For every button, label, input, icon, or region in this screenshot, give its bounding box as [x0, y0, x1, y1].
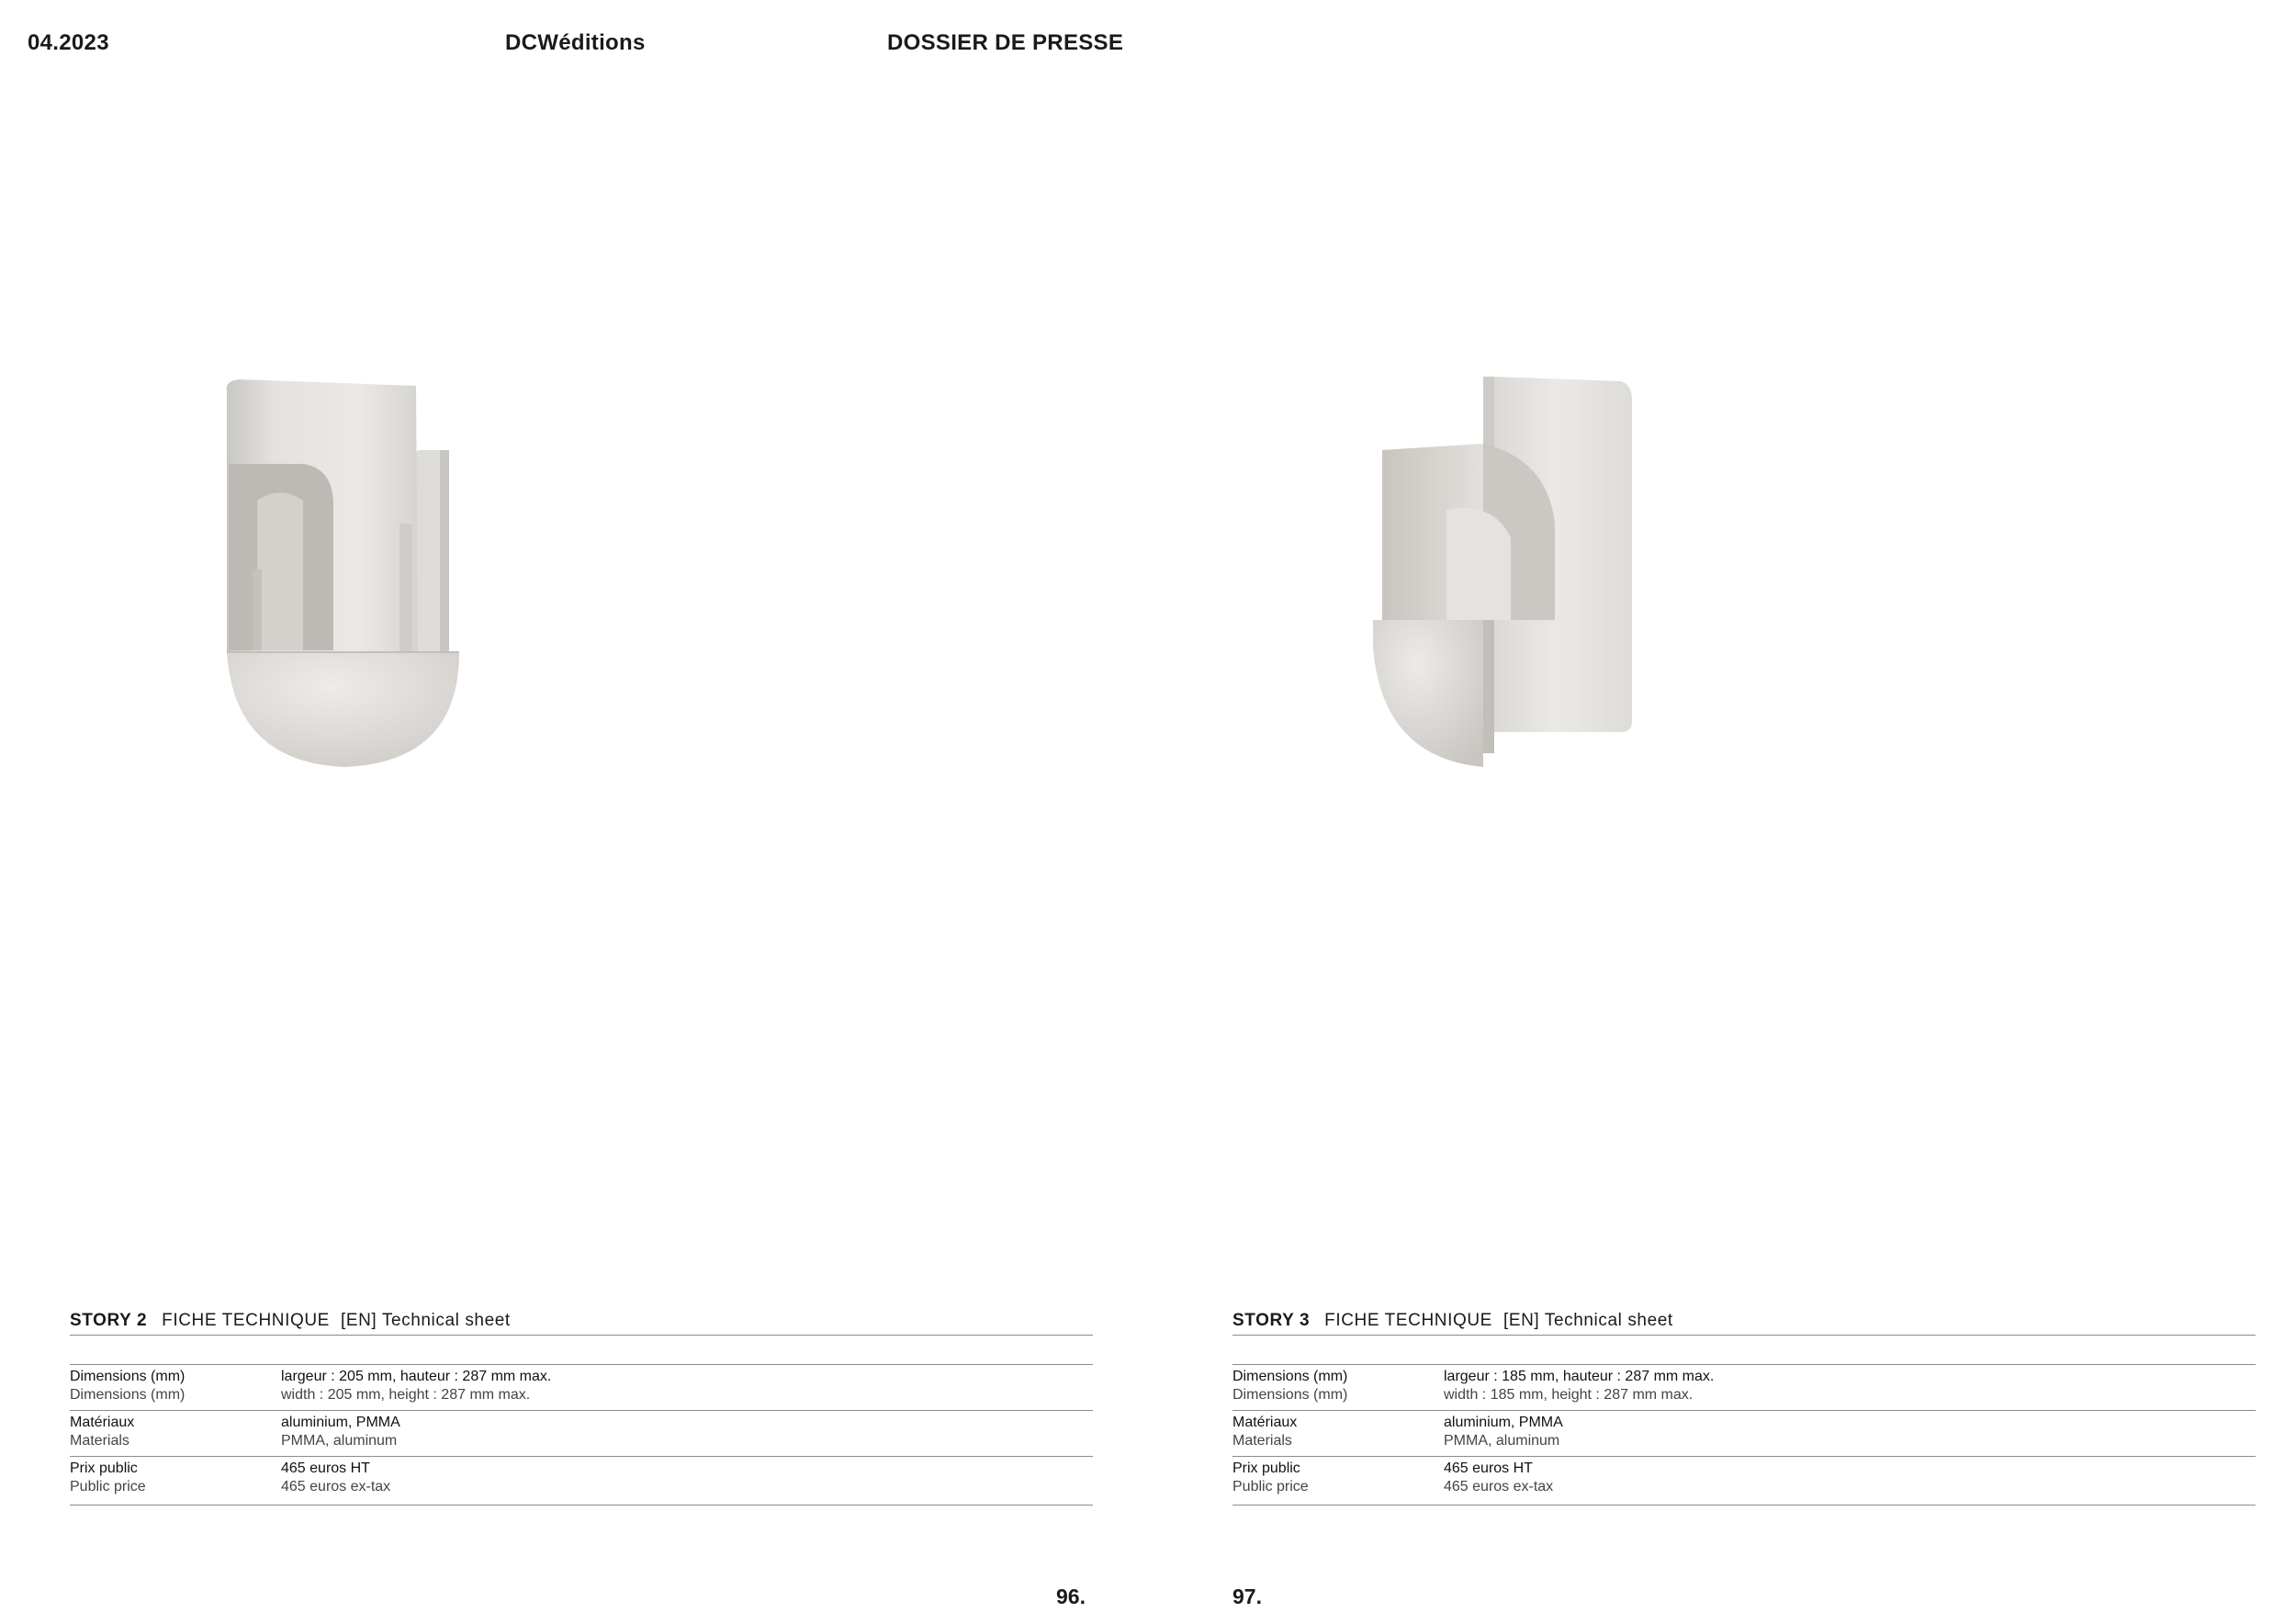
value-fr: largeur : 205 mm, hauteur : 287 mm max.	[281, 1369, 552, 1384]
label-fr: Prix public	[1232, 1460, 1300, 1476]
label-en: Materials	[1232, 1433, 1292, 1449]
sheet-title	[1232, 1307, 2256, 1335]
spec-row-price	[1232, 1457, 2256, 1506]
spec-table	[1232, 1365, 2256, 1506]
story-2-lamp-image	[216, 377, 491, 781]
value-en: PMMA, aluminum	[281, 1433, 398, 1449]
value-en: 465 euros ex-tax	[1444, 1479, 1554, 1494]
spec-row-dimensions	[70, 1365, 1093, 1411]
label-fr: Matériaux	[70, 1415, 135, 1430]
label-en: Public price	[1232, 1479, 1309, 1494]
header-brand: DCWéditions	[505, 30, 646, 55]
label-fr: Matériaux	[1232, 1415, 1298, 1430]
value-fr: aluminium, PMMA	[1444, 1415, 1563, 1430]
technical-sheet-story-2	[70, 1307, 1093, 1506]
story-label: STORY 3	[1232, 1311, 1311, 1330]
spec-row-price	[70, 1457, 1093, 1506]
value-en: width : 185 mm, height : 287 mm max.	[1444, 1387, 1694, 1403]
label-en: Materials	[70, 1433, 129, 1449]
value-en: 465 euros ex-tax	[281, 1479, 391, 1494]
value-fr: aluminium, PMMA	[281, 1415, 400, 1430]
story-label: STORY 2	[70, 1311, 148, 1330]
header-date: 04.2023	[28, 30, 109, 55]
label-en: Public price	[70, 1479, 146, 1494]
page-number-right: 97.	[1232, 1585, 1262, 1608]
fiche-label: FICHE TECHNIQUE	[1324, 1311, 1492, 1330]
value-fr: 465 euros HT	[281, 1460, 370, 1476]
label-fr: Prix public	[70, 1460, 138, 1476]
label-fr: Dimensions (mm)	[1232, 1369, 1348, 1384]
fiche-label: FICHE TECHNIQUE	[162, 1311, 330, 1330]
page-number-left: 96.	[1056, 1585, 1086, 1608]
en-title: [EN] Technical sheet	[340, 1311, 511, 1330]
spec-row-dimensions	[1232, 1365, 2256, 1411]
label-en: Dimensions (mm)	[1232, 1387, 1348, 1403]
header-section: DOSSIER DE PRESSE	[887, 30, 1124, 55]
en-title: [EN] Technical sheet	[1503, 1311, 1673, 1330]
value-fr: largeur : 185 mm, hauteur : 287 mm max.	[1444, 1369, 1715, 1384]
sheet-title	[70, 1307, 1093, 1335]
technical-sheet-story-3	[1232, 1307, 2256, 1506]
spec-row-materials	[70, 1411, 1093, 1457]
value-en: PMMA, aluminum	[1444, 1433, 1560, 1449]
value-fr: 465 euros HT	[1444, 1460, 1533, 1476]
spec-table	[70, 1365, 1093, 1506]
value-en: width : 205 mm, height : 287 mm max.	[281, 1387, 531, 1403]
story-3-lamp-image	[1345, 372, 1649, 776]
spec-row-materials	[1232, 1411, 2256, 1457]
label-fr: Dimensions (mm)	[70, 1369, 186, 1384]
label-en: Dimensions (mm)	[70, 1387, 186, 1403]
